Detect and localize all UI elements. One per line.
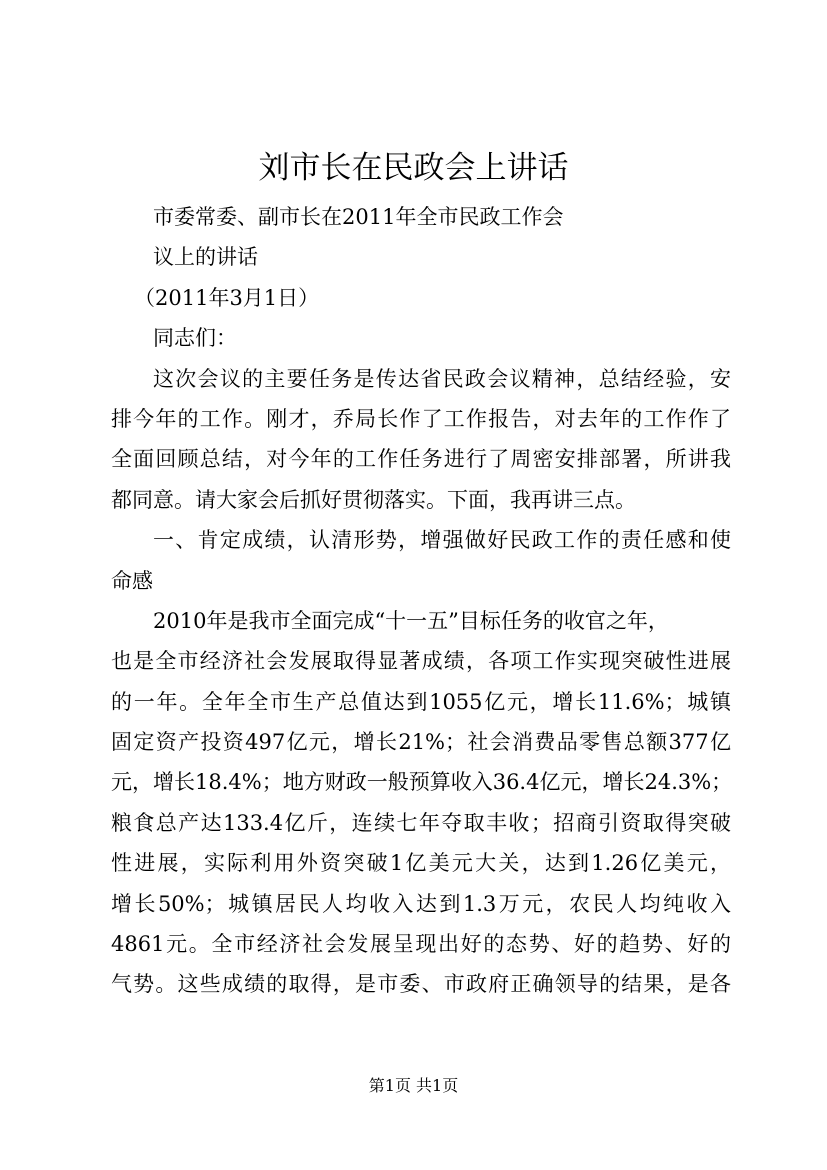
- text-line: 都同意。请大家会后抓好贯彻落实。下面，我再讲三点。: [111, 487, 636, 512]
- text-line: 议上的讲话: [153, 245, 258, 270]
- text-line: 排今年的工作。刚才，乔局长作了工作报告，对去年的工作作了: [111, 406, 731, 431]
- text-line: 2010年是我市全面完成“十一五”目标任务的收官之年，: [153, 608, 669, 633]
- text-line: 这次会议的主要任务是传达省民政会议精神，总结经验，安: [153, 366, 731, 391]
- text-line: 一、肯定成绩，认清形势，增强做好民政工作的责任感和使: [153, 528, 731, 553]
- text-line: 固定资产投资497亿元，增长21%；社会消费品零售总额377亿: [111, 730, 731, 755]
- text-line: 的一年。全年全市生产总值达到1055亿元，增长11.6%；城镇: [111, 689, 731, 714]
- document-body: [111, 197, 731, 1005]
- text-line: 同志们：: [153, 326, 237, 351]
- text-line: 气势。这些成绩的取得，是市委、市政府正确领导的结果，是各: [111, 972, 731, 997]
- text-line: 市委常委、副市长在2011年全市民政工作会: [153, 205, 564, 229]
- text-line: 4861元。全市经济社会发展呈现出好的态势、好的趋势、好的: [111, 932, 731, 957]
- text-line: 粮食总产达133.4亿斤，连续七年夺取丰收；招商引资取得突破: [111, 810, 731, 835]
- document-title: 刘市长在民政会上讲话: [258, 150, 569, 186]
- text-line: 也是全市经济社会发展取得显著成绩，各项工作实现突破性进展: [111, 649, 731, 674]
- text-line: 增长50%；城镇居民人均收入达到1.3万元，农民人均纯收入: [111, 891, 731, 916]
- text-line: 命感: [111, 568, 153, 593]
- text-line: 元，增长18.4%；地方财政一般预算收入36.4亿元，增长24.3%；: [111, 770, 733, 795]
- page-number-footer: 第1页 共1页: [368, 1076, 459, 1095]
- text-line: 全面回顾总结，对今年的工作任务进行了周密安排部署，所讲我: [111, 447, 731, 472]
- text-line: 性进展，实际利用外资突破1亿美元大关，达到1.26亿美元，: [111, 851, 731, 876]
- text-line: （2011年3月1日）: [134, 285, 320, 310]
